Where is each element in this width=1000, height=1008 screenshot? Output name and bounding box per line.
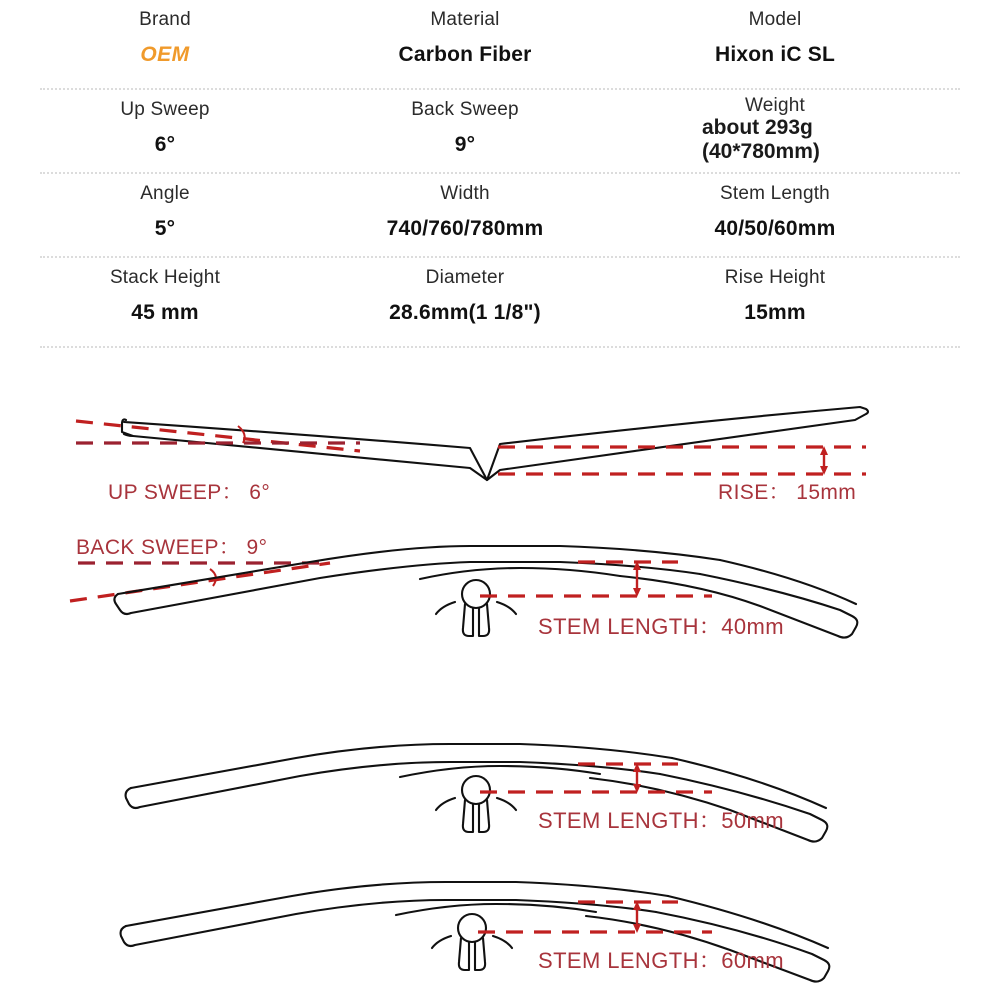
- handlebar-outline: [122, 407, 868, 480]
- spec-label: Material: [430, 9, 500, 30]
- diagram-up-sweep-rise: [0, 368, 1000, 528]
- spec-cell-brand: [0, 0, 330, 84]
- stem-length-50-annotation: STEM LENGTH：50mm: [538, 808, 784, 833]
- handlebar-outline-top: [121, 900, 656, 946]
- stem-icon: [432, 914, 512, 970]
- rise-dimension-arrow: [820, 446, 828, 475]
- spec-label: Rise Height: [724, 267, 826, 288]
- handlebar-outline-top: [126, 762, 660, 808]
- spec-cell-back-sweep: [300, 90, 630, 174]
- spec-value-weight: about 293g: [702, 116, 813, 139]
- spec-label: Stem Length: [720, 183, 830, 204]
- spec-value-up-sweep: 6°: [154, 133, 176, 156]
- spec-value-angle: 5°: [154, 217, 176, 240]
- handlebar-center-bulge: [400, 766, 600, 777]
- up-sweep-angle-arc: [238, 426, 245, 443]
- stem-length-60-annotation: STEM LENGTH：60mm: [538, 948, 784, 973]
- stem-icon: [436, 580, 516, 636]
- handlebar-right-arm-upper: [668, 896, 828, 948]
- spec-label: Angle: [140, 183, 190, 204]
- spec-value-stem-length: 40/50/60mm: [714, 217, 836, 240]
- stem-icon: [436, 776, 516, 832]
- stem60-dimension-arrow: [633, 901, 641, 933]
- spec-value-rise-height: 15mm: [744, 301, 806, 324]
- handlebar-outline-top: [114, 562, 700, 614]
- spec-row: [0, 0, 1000, 90]
- spec-value-brand: OEM: [140, 43, 190, 66]
- spec-value-material: Carbon Fiber: [398, 43, 532, 66]
- spec-value-width: 740/760/780mm: [386, 217, 544, 240]
- diagram-back-sweep-stem-40: [0, 516, 1000, 696]
- spec-value-diameter: 28.6mm(1 1/8"): [389, 301, 541, 324]
- handlebar-center-bulge: [396, 904, 596, 915]
- spec-row: [0, 258, 1000, 348]
- spec-label: Weight: [745, 95, 805, 116]
- spec-cell-stack-height: [0, 258, 330, 342]
- spec-label: Brand: [139, 9, 191, 30]
- spec-value-stack-height: 45 mm: [131, 301, 199, 324]
- handlebar-center-bulge: [420, 568, 620, 579]
- spec-cell-up-sweep: [0, 90, 330, 174]
- spec-label: Back Sweep: [411, 99, 519, 120]
- row-divider: [40, 346, 960, 348]
- spec-value-weight-size: (40*780mm): [702, 139, 820, 163]
- spec-cell-material: [300, 0, 630, 84]
- spec-value-model: Hixon iC SL: [714, 43, 836, 66]
- diagram-stem-60: [0, 868, 1000, 1008]
- diagram-panel: [0, 368, 1000, 1000]
- spec-cell-rise-height: [620, 258, 930, 342]
- stem-length-40-annotation: STEM LENGTH：40mm: [538, 614, 784, 639]
- spec-value-back-sweep: 9°: [454, 133, 476, 156]
- spec-label: Stack Height: [109, 267, 221, 288]
- up-sweep-annotation: UP SWEEP： 6°: [108, 481, 271, 504]
- spec-cell-model: [620, 0, 930, 84]
- spec-label: Up Sweep: [120, 99, 210, 120]
- spec-cell-stem-length: [620, 174, 930, 258]
- stem50-dimension-arrow: [633, 763, 641, 793]
- spec-cell-width: [300, 174, 630, 258]
- spec-row: [0, 174, 1000, 258]
- spec-label: Diameter: [425, 267, 505, 288]
- diagram-stem-50: [0, 728, 1000, 868]
- spec-row: [0, 90, 1000, 174]
- spec-label: Width: [440, 183, 490, 204]
- spec-cell-diameter: [300, 258, 630, 342]
- spec-cell-angle: [0, 174, 330, 258]
- handlebar-top-edge: [124, 422, 487, 480]
- back-sweep-annotation: BACK SWEEP： 9°: [76, 536, 268, 559]
- spec-table: [0, 0, 1000, 348]
- back-sweep-angled-guide: [70, 563, 330, 601]
- spec-label: Model: [748, 9, 802, 30]
- spec-cell-weight: [620, 90, 930, 174]
- rise-annotation: RISE： 15mm: [718, 481, 857, 504]
- handlebar-right-arm-upper: [672, 758, 826, 808]
